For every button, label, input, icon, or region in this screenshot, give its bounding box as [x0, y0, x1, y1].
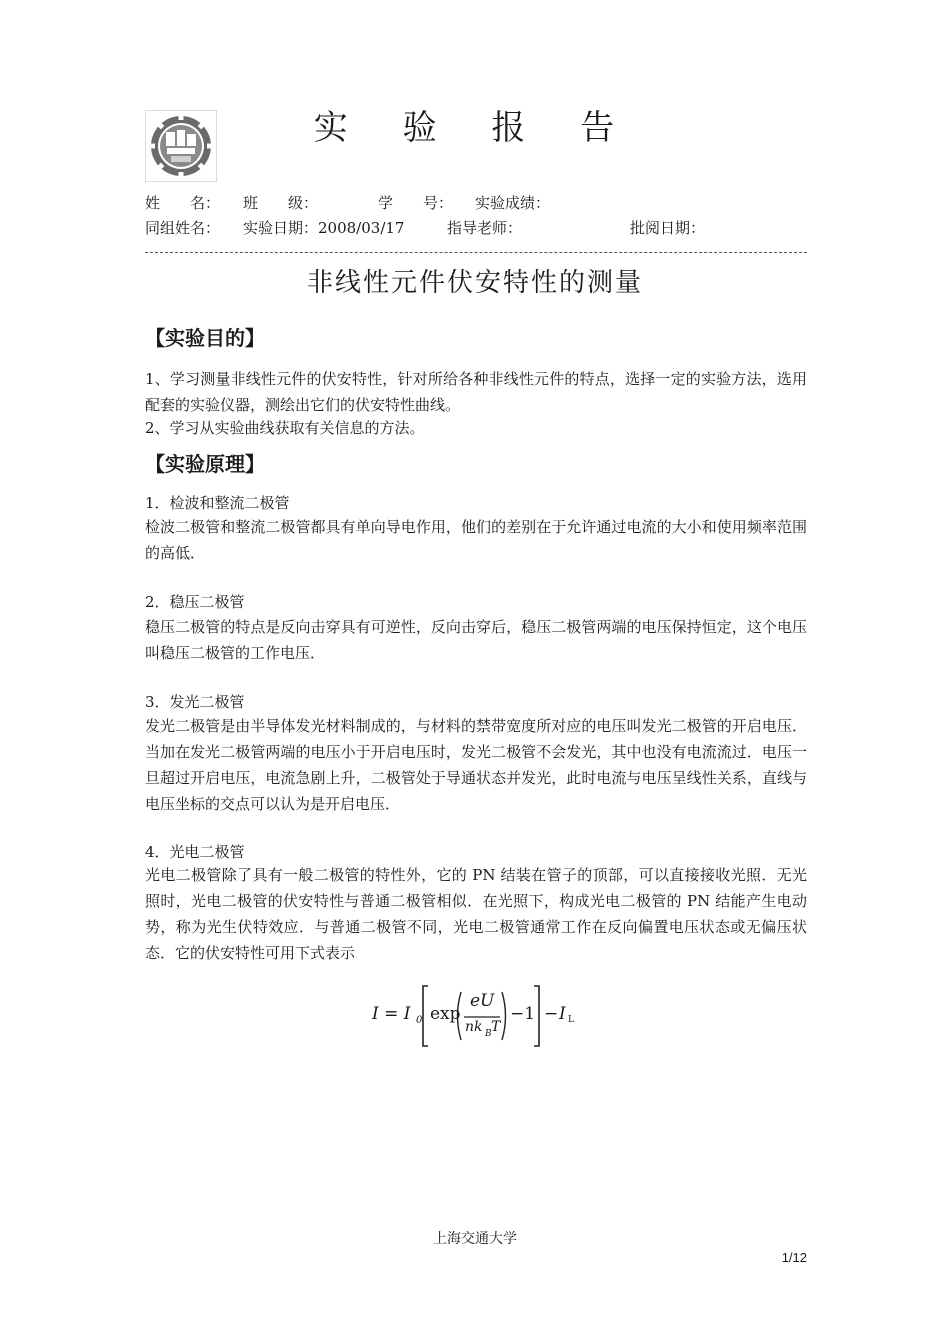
- subsection-title-4: 4．光电二极管: [145, 843, 245, 861]
- equation-rhs-subscript: L: [568, 1015, 574, 1025]
- student-id-label: 学 号：: [378, 194, 454, 212]
- equation-rhs: I: [559, 1004, 566, 1024]
- report-title: 实 验 报 告: [313, 108, 637, 148]
- class-label: 班 级：: [243, 194, 319, 212]
- group-members-label: 同组姓名：: [145, 219, 221, 237]
- equation-lhs: I = I: [372, 1004, 411, 1024]
- subsection-title-3: 3．发光二极管: [145, 693, 245, 711]
- document-title: 非线性元件伏安特性的测量: [306, 268, 643, 298]
- purpose-item-1: 1、学习测量非线性元件的伏安特性，针对所给各种非线性元件的特点，选择一定的实验方法，选用配套的实验仪器，测绘出它们的伏安特性曲线。: [145, 370, 807, 414]
- equation-exp: exp: [430, 1004, 461, 1024]
- subsection-text-4: 光电二极管除了具有一般二极管的特性外，它的 PN 结装在管子的顶部，可以直接接收光照．无光照时，光电二极管的伏安特性与普通二极管相似．在光照下，构成光电二极管的 PN 结能产生电动势，称为光生伏特效应．与普通二极管不同，光电二极管通常工作在反向偏置电压状态或无偏压状态．它的伏安特性可用下式表示: [145, 866, 807, 962]
- subsection-text-2: 稳压二极管的特点是反向击穿具有可逆性，反向击穿后，稳压二极管两端的电压保持恒定，这个电压叫稳压二极管的工作电压．: [145, 618, 807, 662]
- footer-institution: 上海交通大学: [433, 1231, 517, 1247]
- equation-minus-one: −1: [510, 1004, 536, 1024]
- equation-denominator-tail: T: [491, 1019, 501, 1035]
- subsection-text-1: 检波二极管和整流二极管都具有单向导电作用，他们的差别在于允许通过电流的大小和使用频率范围的高低．: [145, 518, 807, 562]
- instructor-label: 指导老师：: [447, 219, 523, 237]
- page-number: 1/12: [781, 1250, 807, 1265]
- subsection-title-2: 2．稳压二极管: [145, 593, 245, 611]
- photodiode-equation: [372, 983, 582, 1049]
- equation-denominator: nk: [465, 1019, 483, 1035]
- subsection-text-3: 发光二极管是由半导体发光材料制成的，与材料的禁带宽度所对应的电压叫发光二极管的开启电压．当加在发光二极管两端的电压小于开启电压时，发光二极管不会发光，其中也没有电流流过．电压一旦超过开启电压，电流急剧上升，二极管处于导通状态并发光，此时电流与电压呈线性关系，直线与电压坐标的交点可以认为是开启电压．: [145, 717, 807, 813]
- section-heading-principle: 【实验原理】: [145, 452, 265, 476]
- experiment-date-label: 实验日期：2008/03/17: [243, 219, 405, 237]
- review-date-label: 批阅日期：: [630, 219, 706, 237]
- header-divider: [145, 252, 807, 253]
- name-label: 姓 名：: [145, 194, 221, 212]
- score-label: 实验成绩：: [475, 194, 551, 212]
- equation-denominator-subscript: B: [485, 1029, 492, 1039]
- equation-numerator: eU: [470, 991, 495, 1011]
- section-heading-purpose: 【实验目的】: [145, 326, 265, 350]
- purpose-item-2: 2、学习从实验曲线获取有关信息的方法。: [145, 419, 425, 437]
- equation-lhs-subscript: 0: [416, 1015, 423, 1026]
- subsection-title-1: 1．检波和整流二极管: [145, 494, 290, 512]
- equation-minus: −: [544, 1004, 559, 1024]
